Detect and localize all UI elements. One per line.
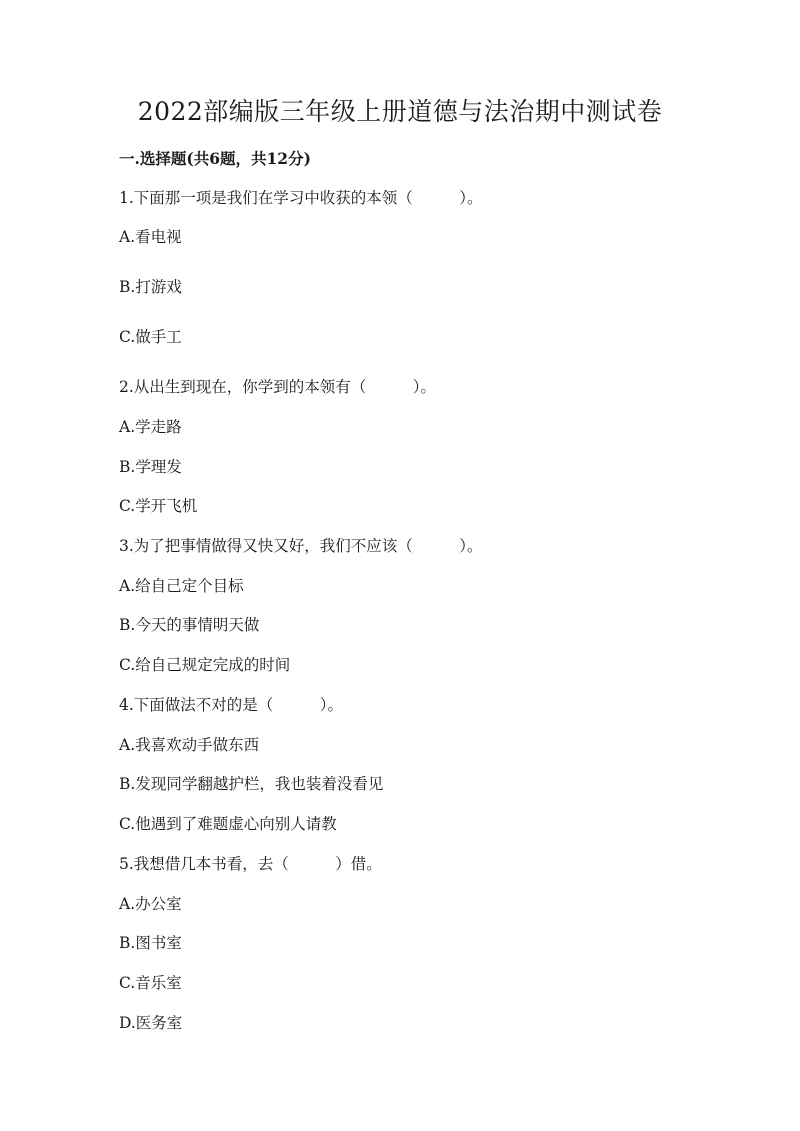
question-5-stem: 5.我想借几本书看，去（ ）借。 xyxy=(119,855,382,873)
question-3-option-b: B.今天的事情明天做 xyxy=(119,616,260,634)
question-3-option-c: C.给自己规定完成的时间 xyxy=(119,656,291,674)
page-title: 2022部编版三年级上册道德与法治期中测试卷 xyxy=(137,97,663,126)
question-2-option-c: C.学开飞机 xyxy=(119,497,198,515)
question-4-option-c: C.他遇到了难题虚心向别人请教 xyxy=(119,815,337,833)
question-5-option-b: B.图书室 xyxy=(119,934,182,952)
question-1-option-c: C.做手工 xyxy=(119,328,182,346)
question-2-stem: 2.从出生到现在，你学到的本领有（ ）。 xyxy=(119,378,437,396)
section-heading: 一.选择题(共6题，共12分) xyxy=(119,149,311,168)
question-5-option-d: D.医务室 xyxy=(119,1014,183,1032)
question-4-option-a: A.我喜欢动手做东西 xyxy=(119,736,260,754)
question-1-option-b: B.打游戏 xyxy=(119,278,182,296)
question-1-stem: 1.下面那一项是我们在学习中收获的本领（ ）。 xyxy=(119,189,483,207)
question-4-option-b: B.发现同学翻越护栏，我也装着没看见 xyxy=(119,775,384,793)
question-3-option-a: A.给自己定个目标 xyxy=(119,577,244,595)
question-3-stem: 3.为了把事情做得又快又好，我们不应该（ ）。 xyxy=(119,537,483,555)
question-5-option-c: C.音乐室 xyxy=(119,974,182,992)
question-4-stem: 4.下面做法不对的是（ ）。 xyxy=(119,696,344,714)
question-5-option-a: A.办公室 xyxy=(119,895,182,913)
question-2-option-b: B.学理发 xyxy=(119,458,182,476)
question-1-option-a: A.看电视 xyxy=(119,228,182,246)
question-2-option-a: A.学走路 xyxy=(119,418,182,436)
